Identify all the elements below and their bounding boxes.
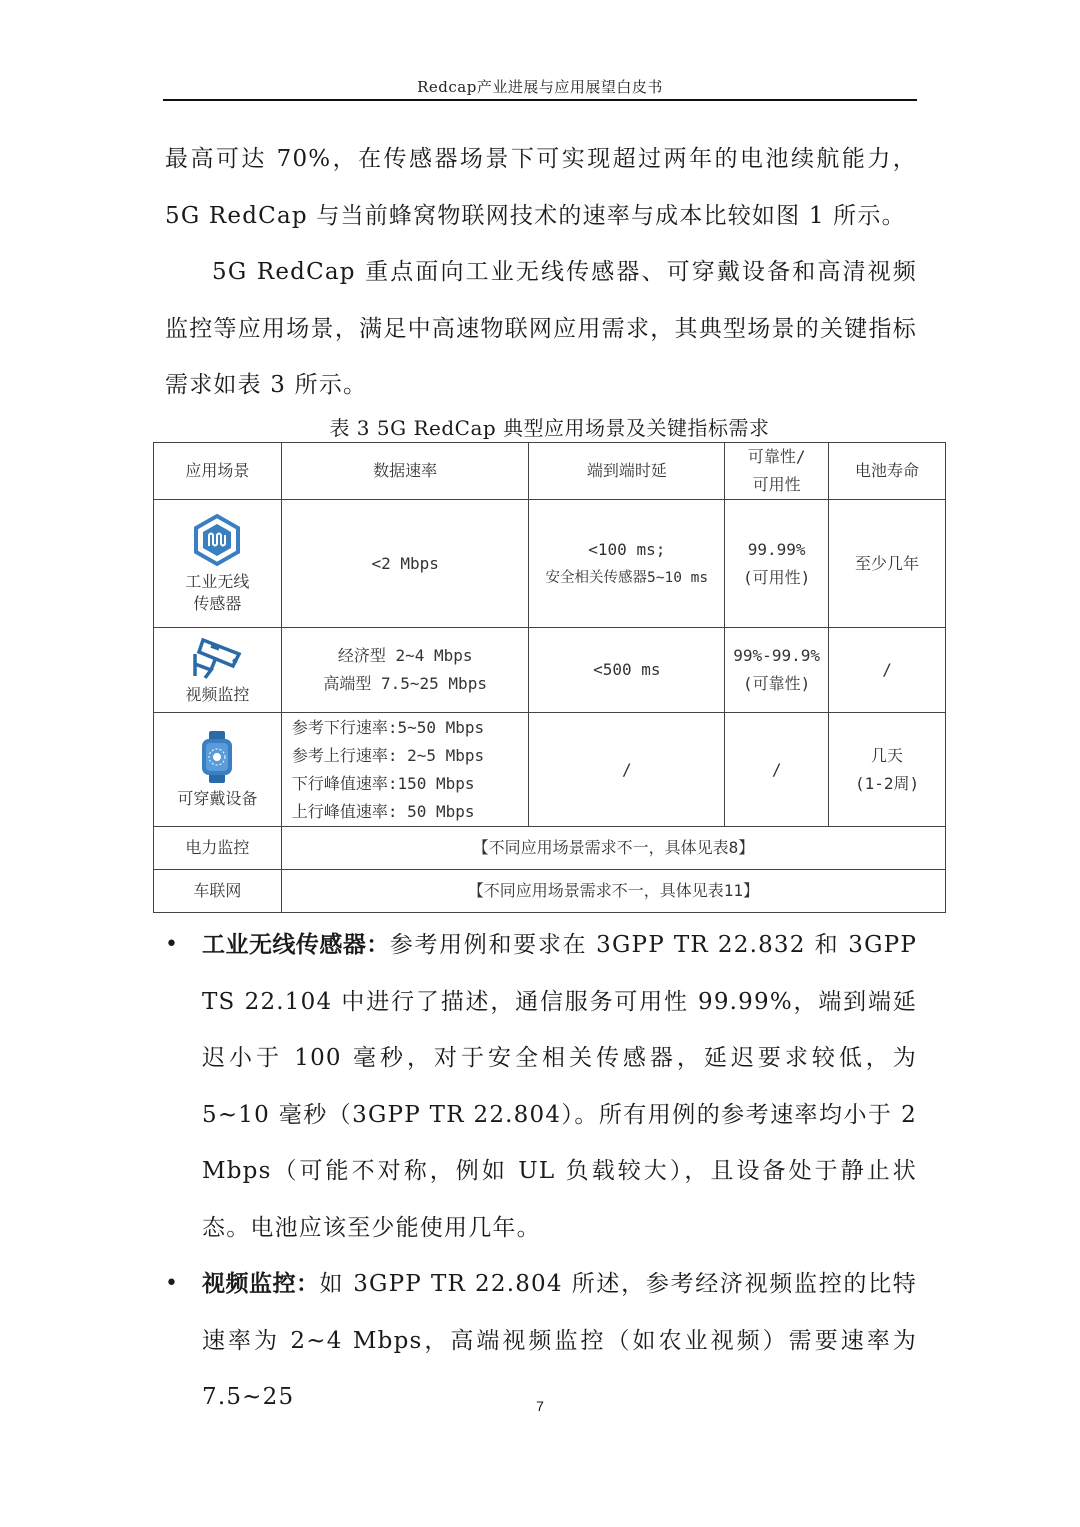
latency-cell: /: [529, 713, 725, 827]
reliability-line1: 99.99%: [747, 539, 806, 559]
header-latency: 端到端时延: [529, 443, 725, 500]
rate-cell: <2 Mbps: [281, 500, 529, 628]
rate-line1: 经济型 2~4 Mbps: [337, 646, 473, 665]
scene-name-line2: 传感器: [193, 593, 242, 613]
table-row: [154, 628, 946, 713]
reliability-line1: 99%-99.9%: [733, 646, 820, 665]
bullet-list: [163, 917, 917, 1426]
latency-line2: 安全相关传感器5~10 ms: [545, 569, 709, 586]
battery-cell: 至少几年: [829, 500, 946, 628]
battery-cell: [829, 713, 946, 827]
paragraph-2: 5G RedCap 重点面向工业无线传感器、可穿戴设备和高清视频监控等应用场景，满足中高速物联网应用需求，其典型场景的关键指标需求如表 3 所示。: [165, 259, 917, 398]
header-scene: 应用场景: [154, 443, 282, 500]
battery-cell: /: [829, 628, 946, 713]
reliability-line2: (可靠性): [743, 674, 811, 693]
rate-line1: 参考下行速率:5~50 Mbps: [291, 717, 485, 737]
header-reliability-line1: 可靠性/: [747, 447, 806, 466]
table-row: [154, 870, 946, 913]
sensor-hexagon-icon: [192, 513, 242, 567]
reliability-cell: [725, 500, 829, 628]
merged-note-cell: 【不同应用场景需求不一，具体见表11】: [281, 870, 945, 913]
rate-cell: [281, 628, 529, 713]
merged-note-cell: 【不同应用场景需求不一，具体见表8】: [281, 827, 945, 870]
surveillance-camera-icon: [189, 634, 245, 680]
bullet-text: 如 3GPP TR 22.804 所述，参考经济视频监控的比特速率为 2~4 Mbps，高端视频监控（如农业视频）需要速率为 7.5~25: [202, 1271, 918, 1410]
scene-cell-video: [154, 628, 282, 713]
scene-cell-power: 电力监控: [154, 827, 282, 870]
battery-line2: (1-2周): [854, 773, 920, 793]
smartwatch-icon: [199, 730, 235, 784]
bullet-title: 视频监控：: [202, 1271, 320, 1297]
rate-line2: 参考上行速率: 2~5 Mbps: [291, 745, 485, 765]
reliability-cell: [725, 628, 829, 713]
rate-line2: 高端型 7.5~25 Mbps: [323, 674, 487, 693]
table-caption: 表 3 5G RedCap 典型应用场景及关键指标需求: [329, 416, 770, 440]
paragraph-1: 最高可达 70%，在传感器场景下可实现超过两年的电池续航能力，5G RedCap 与当前蜂窝物联网技术的速率与成本比较如图 1 所示。: [165, 146, 917, 229]
header-divider: [163, 99, 917, 101]
scene-name: 可穿戴设备: [177, 788, 258, 808]
header-reliability-line2: 可用性: [752, 475, 801, 494]
bullet-dot: •: [165, 932, 180, 957]
rate-line3: 下行峰值速率:150 Mbps: [291, 773, 475, 793]
reliability-cell: /: [725, 713, 829, 827]
running-header: Redcap产业进展与应用展望白皮书: [417, 78, 663, 96]
scene-cell-sensor: [154, 500, 282, 628]
reliability-line2: (可用性): [743, 567, 811, 587]
bullet-text: 参考用例和要求在 3GPP TR 22.832 和 3GPP TS 22.104 中进行了描述，通信服务可用性 99.99%，端到端延迟小于 100 毫秒，对于安全相关传感器，延迟要求较低，为 5~10 毫秒（3GPP TR 22.804）。所有用例的参考速率均小于 2 Mbps（可能不对称，例如 UL 负载较大），且设备处于静止状态。电池应该至少能使用几年。: [202, 932, 917, 1241]
bullet-item-sensor: [163, 917, 917, 1256]
header-rate: 数据速率: [281, 443, 529, 500]
rate-cell: [281, 713, 529, 827]
table-row: [154, 500, 946, 628]
scene-name: 视频监控: [185, 685, 250, 704]
table-header-row: [154, 443, 946, 500]
scene-cell-wearable: [154, 713, 282, 827]
latency-cell: [529, 500, 725, 628]
table-row: [154, 713, 946, 827]
bullet-dot: •: [165, 1271, 180, 1296]
bullet-title: 工业无线传感器：: [202, 932, 390, 958]
scene-cell-v2x: 车联网: [154, 870, 282, 913]
battery-line1: 几天: [871, 745, 904, 765]
header-battery: 电池寿命: [829, 443, 946, 500]
scene-name-line1: 工业无线: [185, 571, 250, 591]
table-row: [154, 827, 946, 870]
page-number: 7: [536, 1398, 544, 1414]
latency-line1: <100 ms;: [588, 539, 666, 559]
rate-line4: 上行峰值速率: 50 Mbps: [291, 801, 475, 821]
latency-cell: <500 ms: [529, 628, 725, 713]
header-reliability: [725, 443, 829, 500]
requirements-table: [153, 442, 946, 913]
